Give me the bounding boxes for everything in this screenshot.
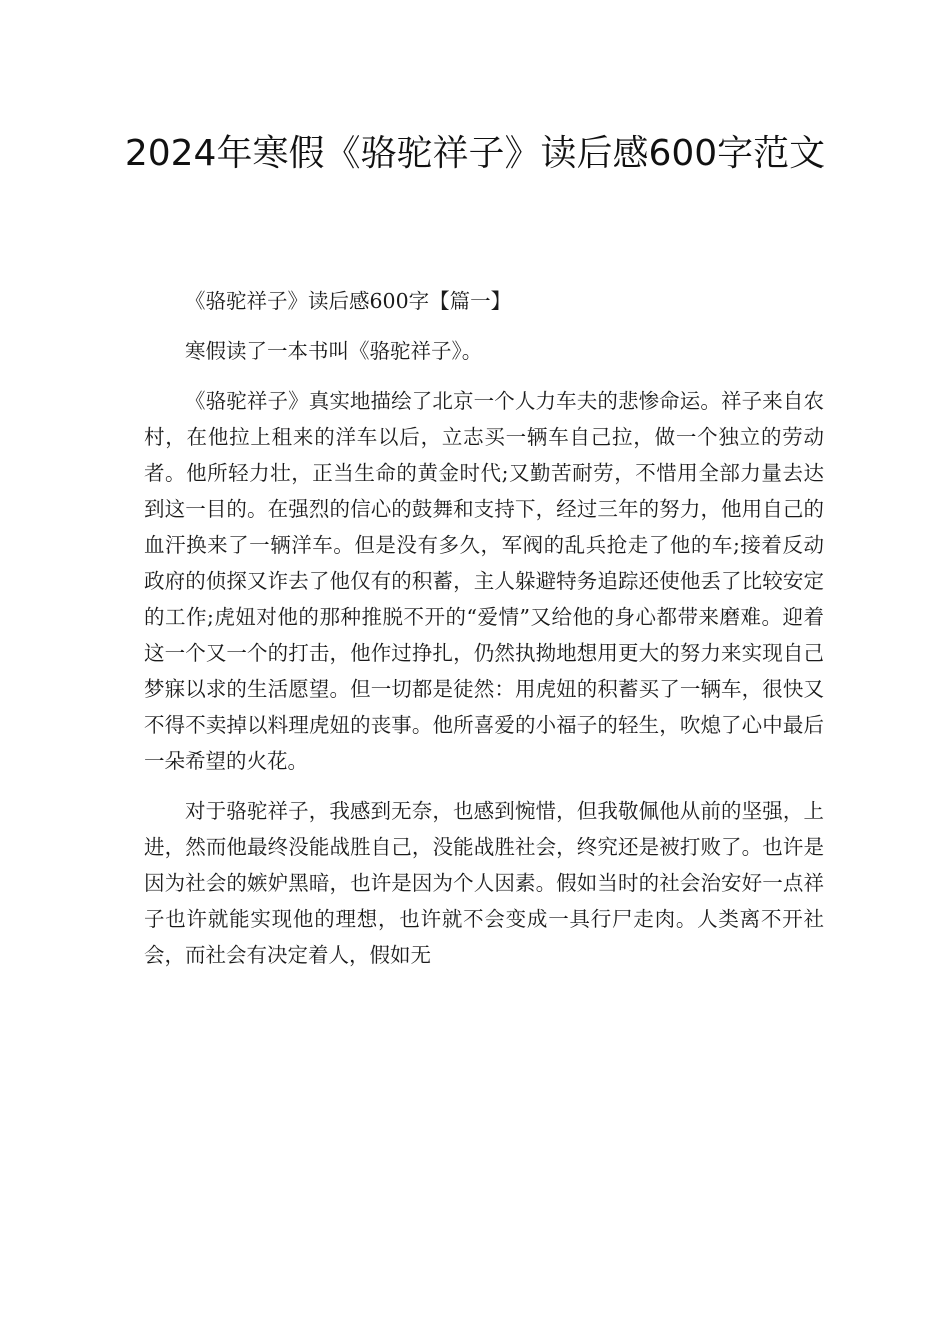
paragraph-2: 《骆驼祥子》真实地描绘了北京一个人力车夫的悲惨命运。祥子来自农村，在他拉上租来的洋车以后，立志买一辆车自己拉，做一个独立的劳动者。他所轻力壮，正当生命的黄金时代;又勤苦耐劳，不惜用全部力量去达到这一目的。在强烈的信心的鼓舞和支持下，经过三年的努力，他用自己的血汗换来了一辆洋车。但是没有多久，军阀的乱兵抢走了他的车;接着反动政府的侦探又诈去了他仅有的积蓄，主人躲避特务追踪还使他丢了比较安定的工作;虎妞对他的那种推脱不开的“爱情”又给他的身心都带来磨难。迎着这一个又一个的打击，他作过挣扎，仍然执拗地想用更大的努力来实现自己梦寐以求的生活愿望。但一切都是徒然：用虎妞的积蓄买了一辆车，很快又不得不卖掉以料理虎妞的丧事。他所喜爱的小福子的轻生，吹熄了心中最后一朵希望的火花。 [144, 389, 824, 773]
document-body [144, 283, 824, 973]
paragraph-1: 寒假读了一本书叫《骆驼祥子》。 [185, 339, 483, 363]
document-title: 2024年寒假《骆驼祥子》读后感600字范文 [124, 133, 826, 174]
paragraph-3: 对于骆驼祥子，我感到无奈，也感到惋惜，但我敬佩他从前的坚强，上进，然而他最终没能战胜自己，没能战胜社会，终究还是被打败了。也许是因为社会的嫉妒黑暗，也许是因为个人因素。假如当时的社会治安好一点祥子也许就能实现他的理想，也许就不会变成一具行尸走肉。人类离不开社会，而社会有决定着人，假如无 [144, 799, 824, 967]
section-heading: 《骆驼祥子》读后感600字【篇一】 [185, 289, 512, 313]
